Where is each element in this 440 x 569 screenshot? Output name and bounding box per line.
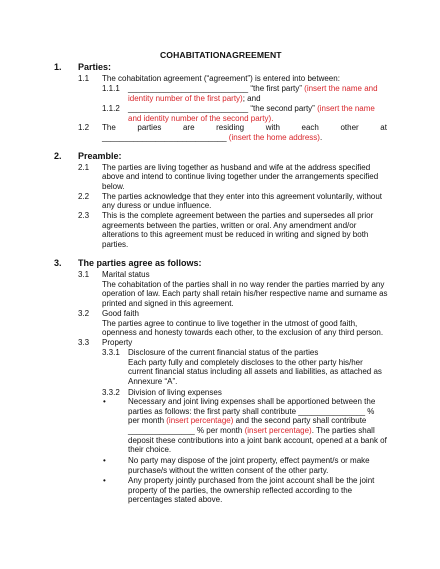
clause-3-1-line3: printed and signed in this agreement. <box>102 299 234 308</box>
clause-3-1-title: Marital status <box>102 270 150 279</box>
second-party-contribution-text: and the second party shall contribute <box>233 416 367 425</box>
bullet-1-line1: Necessary and joint living expenses shall be apportioned between the <box>128 397 376 406</box>
clause-1-2-number: 1.2 <box>78 123 90 132</box>
second-party-percentage-blank[interactable]: _______________ <box>128 426 195 435</box>
clause-2-3-line3: alterations to this agreement must be reduced in writing and signed by both <box>102 230 369 239</box>
clause-3-2-title: Good faith <box>102 309 139 318</box>
period: . <box>319 133 323 142</box>
clause-2-1-line1: The parties are living together as husband and wife at the address specified <box>102 163 371 172</box>
clause-3-3-1-title: Disclosure of the current financial status of the parties <box>128 348 319 357</box>
clause-2-1-number: 2.1 <box>78 163 90 172</box>
section-1-number: 1. <box>54 62 62 72</box>
section-1-heading: Parties: <box>78 62 112 72</box>
home-address-instruction: (insert the home address) <box>226 133 320 142</box>
clause-3-3-1-line1: Each party fully and completely discloses to the other party his/her <box>128 358 363 367</box>
bullet-1-line6: their choice. <box>128 445 172 454</box>
second-party-blank[interactable]: ___________________________ <box>128 104 249 113</box>
percent-sign: % <box>365 407 375 416</box>
clause-3-3-number: 3.3 <box>78 338 90 347</box>
clause-1-1-1-number: 1.1.1 <box>102 84 120 93</box>
word: The <box>102 123 116 132</box>
first-party-blank[interactable]: ___________________________ <box>128 84 249 93</box>
clause-3-1-line1: The cohabitation of the parties shall in no way render the parties married by any <box>102 280 385 289</box>
second-party-label: “the second party” <box>248 104 315 113</box>
clause-3-1-line2: operation of law. Each party shall retain his/her respective name and surname as <box>102 289 388 298</box>
word: parties <box>137 123 162 132</box>
clause-1-2-line1 <box>102 123 387 133</box>
clause-3-2-line1: The parties agree to continue to live together in the utmost of good faith, <box>102 319 358 328</box>
bullet-1-line5: deposit these contributions into a joint bank account, opened at a bank of <box>128 436 387 445</box>
bullet-3-marker: • <box>103 476 106 485</box>
word: are <box>182 123 195 132</box>
word: residing <box>216 123 245 132</box>
clause-2-1-line3: below. <box>102 182 125 191</box>
clause-3-3-1-number: 3.3.1 <box>102 348 120 357</box>
clause-1-1-1-line1 <box>128 84 378 94</box>
word: at <box>380 123 387 132</box>
clause-3-3-title: Property <box>102 338 133 347</box>
clause-1-1-2-line1 <box>128 104 375 114</box>
clause-2-1-line2: above and intend to continue living together under the arrangements specified <box>102 172 379 181</box>
per-month-text-2: % per month <box>194 426 245 435</box>
clause-3-1-number: 3.1 <box>78 270 90 279</box>
home-address-blank[interactable]: ____________________________ <box>102 133 227 142</box>
bullet-1-line4 <box>128 426 375 436</box>
bullet-3-line3: percentages stated above. <box>128 495 223 504</box>
bullet-3-line2: property of the parties, the ownership reflected according to the <box>128 486 353 495</box>
clause-1-2-line2 <box>102 133 322 143</box>
clause-2-3-line1: This is the complete agreement between the parties and supersedes all prior <box>102 211 374 220</box>
clause-1-1-1-line2 <box>128 94 261 104</box>
bullet-2-line1: No party may dispose of the joint property, effect payment/s or make <box>128 456 370 465</box>
clause-2-3-line2: agreements between the parties, written or oral. Any amendment and/or <box>102 221 357 230</box>
clause-1-1-number: 1.1 <box>78 74 90 83</box>
clause-3-3-1-line3: Annexure “A”. <box>128 377 178 386</box>
clause-1-1-2-number: 1.1.2 <box>102 104 120 113</box>
section-2-heading: Preamble: <box>78 151 122 161</box>
first-party-label: “the first party” <box>248 84 302 93</box>
clause-3-2-number: 3.2 <box>78 309 90 318</box>
first-party-end: ; and <box>242 94 261 103</box>
word: other <box>340 123 359 132</box>
percentage-instruction-1: (insert percentage) <box>166 416 234 425</box>
clause-1-1-text: The cohabitation agreement (“agreement”) is entered into between: <box>102 74 340 83</box>
clause-2-3-line4: parties. <box>102 240 129 249</box>
clause-2-3-number: 2.3 <box>78 211 90 220</box>
clause-3-3-2-number: 3.3.2 <box>102 388 120 397</box>
word: each <box>301 123 319 132</box>
percentage-instruction-2: (insert percentage) <box>244 426 312 435</box>
first-party-instruction-1: (insert the name and <box>301 84 378 93</box>
first-party-percentage-blank[interactable]: _______________ <box>298 407 366 416</box>
clause-2-2-line2: any duress or undue influence. <box>102 201 212 210</box>
clause-3-2-line2: openness and honesty towards each other, to the exclusion of any third person. <box>102 328 384 337</box>
second-party-instruction-1: (insert the name <box>314 104 375 113</box>
word: with <box>265 123 280 132</box>
first-party-instruction-2: identity number of the first party) <box>128 94 243 103</box>
clause-2-2-number: 2.2 <box>78 192 90 201</box>
bullet-1-marker: • <box>103 397 106 406</box>
parties-shall-text: . The parties shall <box>311 426 375 435</box>
per-month-text: per month <box>128 416 167 425</box>
second-party-instruction-2: and identity number of the second party). <box>128 114 274 123</box>
first-party-contribution-text: parties as follows: the first party shall contribute <box>128 407 299 416</box>
clause-3-3-1-line2: current financial status including all assets and liabilities, as attached as <box>128 367 382 376</box>
bullet-2-line2: purchase/s without the written consent of the other party. <box>128 466 329 475</box>
section-3-heading: The parties agree as follows: <box>78 258 202 268</box>
bullet-2-marker: • <box>103 456 106 465</box>
bullet-3-line1: Any property jointly purchased from the joint account shall be the joint <box>128 476 375 485</box>
section-3-number: 3. <box>54 258 62 268</box>
document-title: COHABITATIONAGREEMENT <box>160 50 282 60</box>
bullet-1-line3 <box>128 416 366 426</box>
section-2-number: 2. <box>54 151 62 161</box>
clause-2-2-line1: The parties acknowledge that they enter into this agreement voluntarily, without <box>102 192 383 201</box>
clause-3-3-2-title: Division of living expenses <box>128 388 222 397</box>
